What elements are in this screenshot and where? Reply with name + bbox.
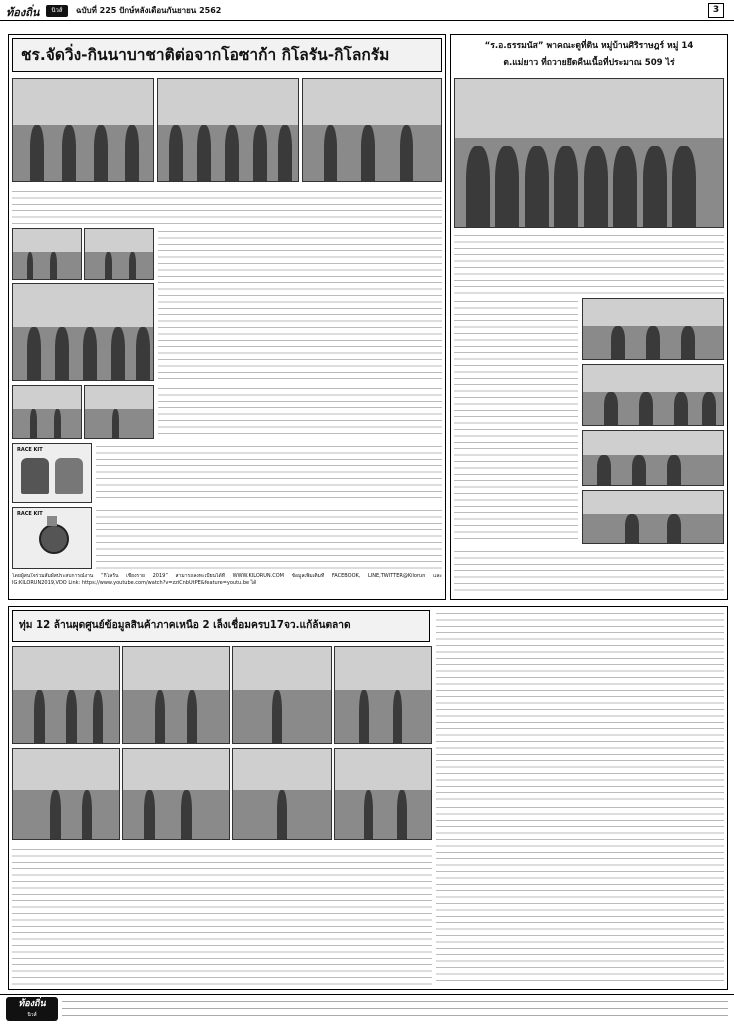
- right-article-intro-text: [454, 232, 724, 294]
- photo-field-survey-4: [582, 490, 724, 544]
- right-article-headline-box: [454, 38, 724, 74]
- bottom-article-headline-bar: [12, 610, 430, 642]
- bottom-article-body-text-2: [436, 804, 724, 986]
- main-article-intro-text: [12, 188, 442, 224]
- photo-land-visit-group: [454, 78, 724, 228]
- photo-exhibition-1: [12, 646, 120, 744]
- race-kit-shirt-graphic: RACE KIT: [12, 443, 92, 503]
- photo-officials-group: [12, 283, 154, 381]
- photo-field-survey-2: [582, 364, 724, 426]
- footer-logo: [6, 997, 58, 1021]
- main-article-body-text-2: [158, 385, 442, 439]
- photo-meeting-1: [12, 228, 82, 280]
- photo-field-survey-3: [582, 430, 724, 486]
- right-article-body-text-1: [454, 298, 578, 544]
- photo-exhibition-2: [122, 646, 230, 744]
- photo-meeting-2: [84, 228, 154, 280]
- photo-exhibition-3: [232, 646, 332, 744]
- bottom-article-body-text-1: [12, 846, 432, 986]
- photo-runners-1: [12, 385, 82, 439]
- main-article-caption: โดยผู้สนใจร่วมสัมผัสประสบการณ์งาน “กิโลรัน เชียงราย 2019” สามารถลงทะเบียนได้ที่ WWW.KILORUN.COM ข้อมูลเพิ่มเติมที่ FACEBOOK, LINE,TWITTER@Kilorun และ IG:KILORUN2019,VDO Link: https://www.youtube.com/watch?v=zziCnbUtPE&feature=youtu.be ได้: [12, 573, 442, 586]
- right-article-headline-line2: ต.แม่ยาว ที่ถวายยึดคืนเนื้อที่ประมาณ 509 ไร่: [503, 58, 675, 68]
- photo-press-panel-1: [12, 78, 154, 182]
- photo-field-survey-1: [582, 298, 724, 360]
- photo-press-panel-3: [302, 78, 442, 182]
- masthead-logo-sub: นิวส์: [46, 5, 68, 17]
- photo-product-showcase-2: [122, 748, 230, 840]
- main-article-body-text-1: [158, 228, 442, 380]
- photo-exhibition-4: [334, 646, 432, 744]
- footer-logo-main: ท้องถิ่น: [18, 999, 46, 1009]
- bottom-article-intro-text: [436, 610, 724, 800]
- main-article-body-text-3: [96, 443, 442, 503]
- page-number: 3: [708, 3, 724, 18]
- masthead-logo-main: ท้องถิ่น: [6, 6, 40, 19]
- photo-press-panel-2: [157, 78, 299, 182]
- race-kit-medal-graphic: RACE KIT: [12, 507, 92, 569]
- photo-runners-2: [84, 385, 154, 439]
- main-article-headline-bar: [12, 38, 442, 72]
- masthead-logo: [6, 1, 50, 19]
- footer-credits-text: [62, 998, 728, 1020]
- bottom-article-headline: ทุ่ม 12 ล้านผุดศูนย์ข้อมูลสินค้าภาคเหนือ 2 เล็งเชื่อมครบ17จว.แก้ล้นตลาด: [19, 620, 351, 631]
- photo-product-showcase-4: [334, 748, 432, 840]
- main-article-headline: ชร.จัดวิ่ง-กินนาบาชาติต่อจากโอซาก้า กิโลรัน-กิโลกรัม: [21, 46, 390, 64]
- photo-product-showcase-1: [12, 748, 120, 840]
- main-article-body-text-4: [96, 507, 442, 569]
- issue-line: ฉบับที่ 225 ปักษ์หลังเดือนกันยายน 2562: [76, 6, 222, 15]
- footer-logo-sub: นิวส์: [27, 1012, 37, 1018]
- photo-product-showcase-3: [232, 748, 332, 840]
- right-article-body-text-2: [454, 548, 724, 596]
- right-article-headline-line1: “ร.อ.ธรรมนัส” พาคณะดูที่ดิน หมู่บ้านศิริราษฎร์ หมู่ 14: [484, 41, 694, 51]
